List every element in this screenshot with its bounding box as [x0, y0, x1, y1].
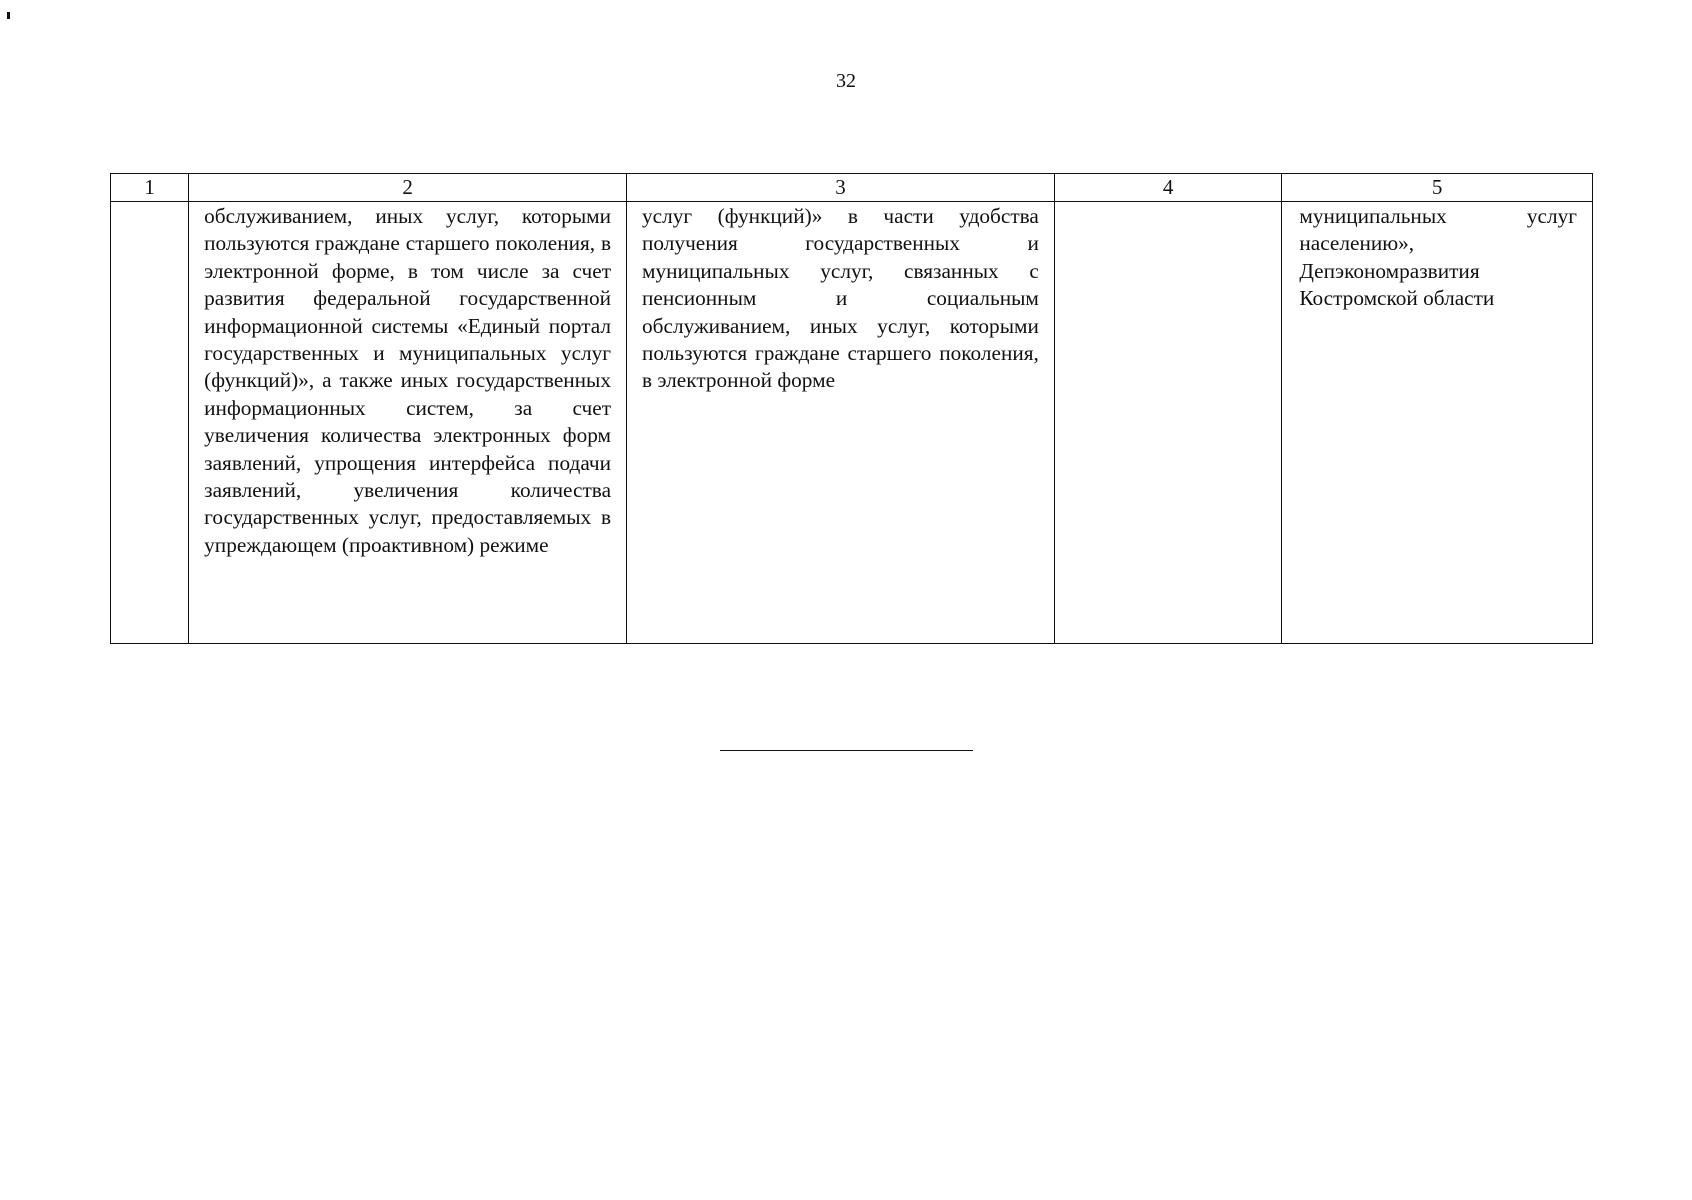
end-of-document-rule — [720, 750, 973, 751]
cell-responsible — [1282, 202, 1593, 644]
column-number-row — [111, 174, 1593, 202]
column-number-4: 4 — [1054, 174, 1281, 202]
column-number-1: 1 — [111, 174, 189, 202]
column-number-2: 2 — [189, 174, 627, 202]
cell-measure-description-text: обслуживанием, иных услуг, которыми пользуются граждане старшего поколения, в электронной форме, в том числе за счет развития федеральной государственной информационной системы «Единый портал государственных и муниципальных услуг (функций)», а также иных государственных информационных систем, за счет увеличения количества электронных форм заявлений, упрощения интерфейса подачи заявлений, увеличения количества государственных услуг, предоставляемых в упреждающем (проактивном) режиме — [204, 204, 612, 557]
cell-expected-result — [627, 202, 1055, 644]
column-number-3: 3 — [627, 174, 1055, 202]
table-row — [111, 202, 1593, 644]
continuation-table — [110, 173, 1593, 644]
cell-measure-description — [189, 202, 627, 644]
cell-responsible-text: муниципальных услуг населению», Депэкономразвития Костромской области — [1299, 204, 1577, 311]
page-number: 32 — [836, 70, 856, 92]
cell-expected-result-text: услуг (функций)» в части удобства получения государственных и муниципальных услуг, связанных с пенсионным и социальным обслуживанием, иных услуг, которыми пользуются граждане старшего поколения, в электронной форме — [642, 204, 1039, 393]
scan-artifact-mark — [7, 12, 10, 19]
column-number-5: 5 — [1282, 174, 1593, 202]
cell-number — [111, 202, 189, 644]
cell-deadline — [1054, 202, 1281, 644]
